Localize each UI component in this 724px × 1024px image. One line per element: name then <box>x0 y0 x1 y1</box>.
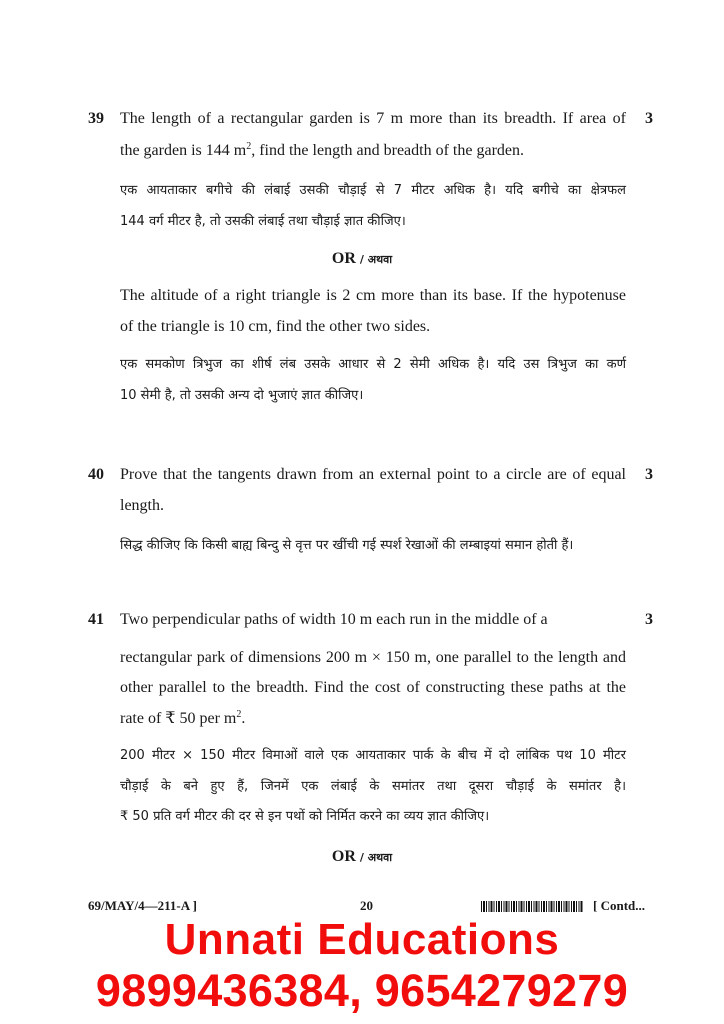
paper-code: 69/MAY/4—211-A ] <box>88 898 197 913</box>
question-marks-41: 3 <box>645 611 653 628</box>
q39-english-line-1: The length of a rectangular garden is 7 m more than its breadth. If area of <box>120 110 626 127</box>
q39-english-line-2: the garden is 144 $m^2$, find the length and breadth of the garden. <box>120 141 524 159</box>
q41-english-line-3: other parallel to the breadth. Find the cost of constructing these paths at the <box>120 679 626 696</box>
watermark-phone-numbers: 9899436384, 9654279279 <box>95 965 629 1016</box>
q39-alt-hindi-line-2: 10 सेमी है, तो उसकी अन्य दो भुजाएं ज्ञात कीजिए। <box>120 388 364 403</box>
continued-label: [ Contd... <box>593 898 646 913</box>
or-divider-41: OR / अथवा <box>331 848 393 865</box>
question-marks-39: 3 <box>645 110 653 127</box>
q39-hindi-line-1: एक आयताकार बगीचे की लंबाई उसकी चौड़ाई से 7 मीटर अधिक है। यदि बगीचे का क्षेत्रफल <box>120 183 626 198</box>
q41-english-line-2: rectangular park of dimensions 200 m × 150 m, one parallel to the length and <box>120 649 626 666</box>
q41-english-line-1: Two perpendicular paths of width 10 m each run in the middle of a <box>120 611 548 628</box>
question-marks-40: 3 <box>645 466 653 483</box>
q41-hindi-line-3: ₹ 50 प्रति वर्ग मीटर की दर से इन पथों को निर्मित करने का व्यय ज्ञात कीजिए। <box>120 809 490 824</box>
q41-hindi-line-2: चौड़ाई के बने हुए हैं, जिनमें एक लंबाई के समांतर तथा दूसरा चौड़ाई के समांतर है। <box>120 779 626 794</box>
q41-hindi-line-1: 200 मीटर × 150 मीटर विमाओं वाले एक आयताकार पार्क के बीच में दो लांबिक पथ 10 मीटर <box>120 748 626 763</box>
q40-english-line-2: length. <box>120 497 164 514</box>
q40-hindi-line-1: सिद्ध कीजिए कि किसी बाह्य बिन्दु से वृत्त पर खींची गई स्पर्श रेखाओं की लम्बाइयां समान होती हैं। <box>120 538 574 553</box>
barcode-icon <box>481 901 583 912</box>
q39-alt-english-line-1: The altitude of a right triangle is 2 cm more than its base. If the hypotenuse <box>120 287 626 304</box>
q39-alt-english-line-2: of the triangle is 10 cm, find the other two sides. <box>120 318 431 335</box>
watermark-brand: Unnati Educations <box>164 915 560 964</box>
q40-english-line-1: Prove that the tangents drawn from an external point to a circle are of equal <box>120 466 626 483</box>
question-number-40: 40 <box>88 466 104 483</box>
page-number: 20 <box>360 898 373 913</box>
question-number-39: 39 <box>88 110 104 127</box>
q39-hindi-line-2: 144 वर्ग मीटर है, तो उसकी लंबाई तथा चौड़ाई ज्ञात कीजिए। <box>120 214 406 229</box>
or-divider-39: OR / अथवा <box>331 250 393 267</box>
q41-english-line-4: rate of ₹ 50 per $m^2$. <box>120 709 246 727</box>
q39-alt-hindi-line-1: एक समकोण त्रिभुज का शीर्ष लंब उसके आधार से 2 सेमी अधिक है। यदि उस त्रिभुज का कर्ण <box>120 357 626 372</box>
question-number-41: 41 <box>88 611 104 628</box>
